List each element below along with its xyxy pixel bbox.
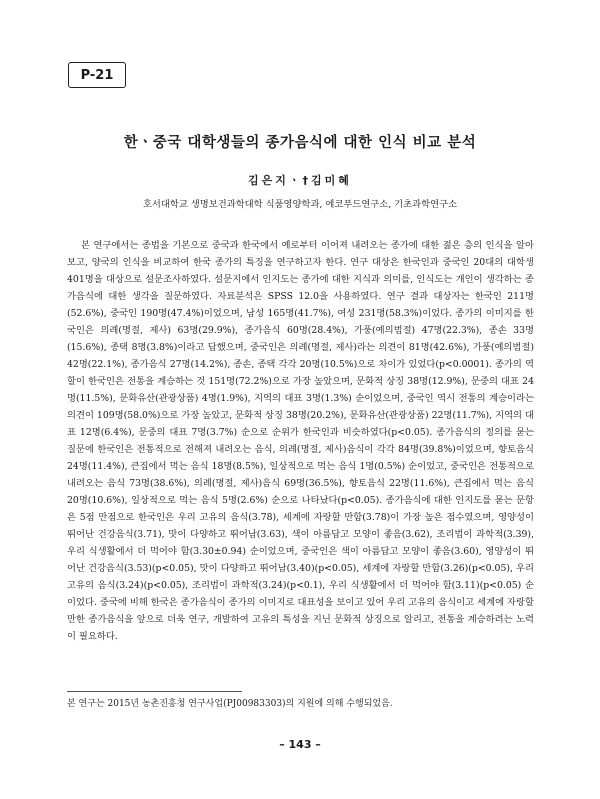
poster-id-badge: P-21 (68, 62, 126, 88)
abstract-body: 본 연구에서는 종법을 기본으로 중국과 한국에서 예로부터 이어져 내려오는 종가에 대한 젊은 층의 인식을 알아보고, 양국의 인식을 비교하여 한국 종가의 특징을 연구하고자 한다. 연구 대상은 한국인과 중국인 20대의 대학생 401명을 대상으로 설문조사하였다. 설문지에서 인지도는 종가에 대한 지식과 의미를, 인식도는 개인이 생각하는 종가음식에 대한 생각을 질문하였다. 자료분석은 SPSS 12.0을 사용하였다. 연구 결과 대상자는 한국인 211명(52.6%), 중국인 190명(47.4%)이었으며, 남성 165명(41.7%), 여성 231명(58.3%)이었다. 종가의 이미지를 한국인은 의례(명절, 제사) 63명(29.9%), 종가음식 60명(28.4%), 가풍(예의범절) 47명(22.3%), 종손 33명(15.6%), 종택 8명(3.8%)이라고 답했으며, 중국인은 의례(명절, 제사)라는 의견이 81명(42.6%), 가풍(예의범절) 42명(22.1%), 종가음식 27명(14.2%), 종손, 종택 각각 20명(10.5%)으로 차이가 있었다(p<0.0001). 종가의 역할이 한국인은 전통을 계승하는 것 151명(72.2%)으로 가장 높았으며, 문화적 상징 38명(12.9%), 문중의 대표 24명(11.5%), 문화유산(관광상품) 4명(1.9%), 지역의 대표 3명(1.3%) 순이었으며, 중국인 역시 전통의 계승이라는 의견이 109명(58.0%)으로 가장 높았고, 문화적 상징 38명(20.2%), 문화유산(관광상품) 22명(11.7%), 지역의 대표 12명(6.4%), 문중의 대표 7명(3.7%) 순으로 순위가 한국인과 비슷하였다(p<0.05). 종가음식의 정의를 묻는 질문에 한국인은 전통적으로 전해져 내려오는 음식, 의례(명절, 제사)음식이 각각 84명(39.8%)이었으며, 향토음식 24명(11.4%), 큰집에서 먹는 음식 18명(8.5%), 일상적으로 먹는 음식 1명(0.5%) 순이었고, 중국인은 전통적으로 내려오는 음식 73명(38.6%), 의례(명절, 제사)음식 69명(36.5%), 향토음식 22명(11.6%), 큰집에서 먹는 음식 20명(10.6%), 일상적으로 먹는 음식 5명(2.6%) 순으로 나타났다(p<0.05). 종가음식에 대한 인지도를 묻는 문항은 5점 만점으로 한국인은 우리 고유의 음식(3.78), 세계에 자랑할 만함(3.78)이 가장 높은 점수였으며, 영양성이 뛰어난 건강음식(3.71), 맛이 다양하고 뛰어남(3.63), 색이 아름답고 모양이 좋음(3.62), 조리법이 과학적(3.39), 우리 식생활에서 더 먹어야 함(3.30±0.94) 순이었으며, 중국인은 색이 아름답고 모양이 좋음(3.60), 영양성이 뛰어난 건강음식(3.53)(p<0.05), 맛이 다양하고 뛰어남(3.40)(p<0.05), 세계에 자랑할 만함(3.26)(p<0.05), 우리 고유의 음식(3.24)(p<0.05), 조리법이 과학적(3.24)(p<0.1), 우리 식생활에서 더 먹어야 함(3.11)(p<0.05) 순이었다. 중국에 비해 한국은 종가음식이 종가의 이미지로 대표성을 보이고 있어 우리 고유의 음식이고 세계에 자랑할 만한 종가음식을 앞으로 더욱 연구, 개발하여 고유의 특성을 지닌 문화적 상징으로 알리고, 전통을 계승하려는 노력이 필요하다. (67, 240, 534, 642)
page-number: – 143 – (279, 738, 321, 751)
authors: 김은지ㆍ†김미혜 (248, 174, 352, 187)
paper-title: 한ㆍ중국 대학생들의 종가음식에 대한 인식 비교 분석 (123, 135, 477, 151)
affiliation: 호서대학교 생명보건과학대학 식품영양학과, 에코푸드연구소, 기초과학연구소 (142, 199, 458, 210)
footnote-divider (67, 691, 242, 692)
footnote: 본 연구는 2015년 농촌진흥청 연구사업(PJ00983303)의 지원에 의해 수행되었음. (67, 699, 393, 709)
